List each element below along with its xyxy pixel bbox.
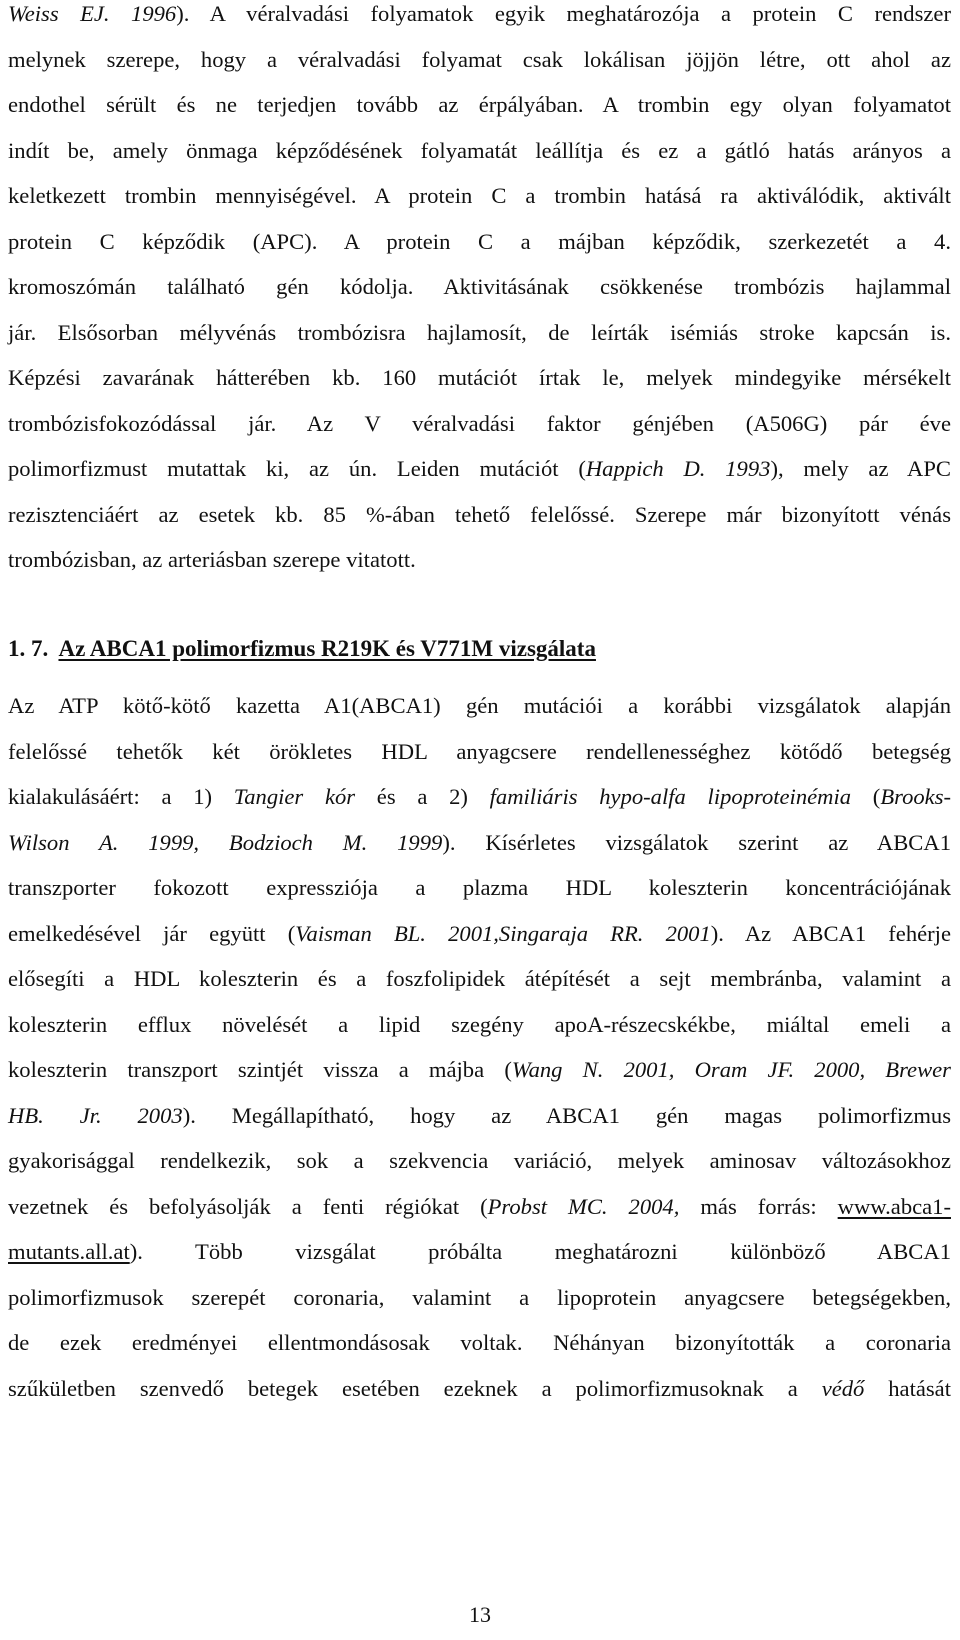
citation-text: Wang N. 2001, Oram JF. 2000, Brewer	[511, 1057, 951, 1082]
body-text: más forrás:	[679, 1193, 838, 1219]
body-text: trombózisfokozódással jár. Az V véralvadási faktor génjében (A506G) pár éve	[8, 410, 951, 436]
body-text: (	[851, 784, 881, 809]
body-text: ), mely az APC	[770, 456, 951, 481]
paragraph-abca1-line	[8, 919, 951, 949]
body-text: ). Megállapítható, hogy az ABCA1 gén magas polimorfizmus	[182, 1102, 951, 1128]
citation-text: familiáris hypo-alfa lipoproteinémia	[489, 784, 852, 809]
paragraph-protein-c-line	[8, 363, 951, 393]
paragraph-protein-c-line	[8, 90, 951, 120]
body-text: ). A véralvadási folyamatok egyik meghatározója a protein C rendszer	[176, 1, 951, 26]
body-text: kromoszómán található gén kódolja. Aktivitásának csökkenése trombózis hajlammal	[8, 274, 951, 299]
paragraph-abca1-line	[8, 1055, 951, 1085]
body-text: polimorfizmusok szerepét coronaria, valamint a lipoprotein anyagcsere betegségekben,	[8, 1284, 951, 1310]
paragraph-abca1-line	[8, 873, 951, 903]
body-text: keletkezett trombin mennyiségével. A protein C a trombin hatásá ra aktiválódik, aktivált	[8, 183, 951, 208]
paragraph-abca1-line	[8, 737, 951, 767]
citation-text: Weiss EJ. 1996	[8, 1, 177, 26]
body-text: trombózisban, az arteriásban szerepe vitatott.	[8, 547, 416, 572]
citation-text: Happich D. 1993	[585, 456, 771, 481]
paragraph-protein-c-line	[8, 45, 951, 75]
paragraph-abca1-line	[8, 1328, 951, 1358]
paragraph-abca1-line	[8, 1101, 951, 1131]
body-text: polimorfizmust mutattak ki, az ún. Leiden mutációt (	[8, 456, 586, 481]
citation-text: Wilson A. 1999, Bodzioch M. 1999	[8, 829, 443, 855]
paragraph-abca1-line	[8, 1192, 951, 1222]
body-text: ). Több vizsgálat próbálta meghatározni különböző ABCA1	[129, 1239, 951, 1264]
paragraph-abca1-line	[8, 1283, 951, 1313]
paragraph-abca1-line	[8, 964, 951, 994]
body-text: ). Kísérletes vizsgálatok szerint az ABCA1	[442, 829, 951, 855]
body-text: Az ATP kötő-kötő kazetta A1(ABCA1) gén mutációi a korábbi vizsgálatok alapján	[8, 693, 951, 718]
body-text: jár. Elsősorban mélyvénás trombózisra hajlamosít, de leírták isémiás stroke kapcsán is.	[8, 319, 951, 345]
paragraph-protein-c-line	[8, 454, 951, 484]
paragraph-protein-c-line	[8, 500, 951, 530]
paragraph-protein-c-line	[8, 0, 951, 29]
web-link[interactable]: www.abca1-	[837, 1193, 951, 1219]
body-text: endothel sérült és ne terjedjen tovább az érpályában. A trombin egy olyan folyamatot	[8, 92, 951, 117]
body-text: Képzési zavarának hátterében kb. 160 mutációt írtak le, melyek mindegyike mérsékelt	[8, 365, 951, 390]
body-text: hatását	[864, 1375, 951, 1401]
citation-text: Vaisman BL. 2001,Singaraja RR. 2001	[295, 920, 711, 946]
body-text: és a 2)	[355, 784, 490, 809]
paragraph-protein-c-line	[8, 545, 951, 575]
body-text: ). Az ABCA1 fehérje	[710, 920, 951, 946]
paragraph-abca1-line	[8, 828, 951, 858]
body-text: kialakulásáért: a 1)	[8, 784, 234, 809]
body-text: protein C képződik (APC). A protein C a májban képződik, szerkezetét a 4.	[8, 228, 951, 254]
body-text: szűkületben szenvedő betegek esetében ezeknek a polimorfizmusoknak a	[8, 1375, 822, 1401]
paragraph-abca1-line	[8, 691, 951, 721]
citation-text: HB. Jr. 2003	[8, 1102, 183, 1128]
body-text: rezisztenciáért az esetek kb. 85 %-ában tehető felelőssé. Szerepe már bizonyított vénás	[8, 501, 951, 527]
paragraph-abca1-line	[8, 1374, 951, 1404]
paragraph-protein-c-line	[8, 181, 951, 211]
body-text: koleszterin transzport szintjét vissza a májba (	[8, 1057, 512, 1082]
paragraph-protein-c-line	[8, 409, 951, 439]
body-text: emelkedésével jár együtt (	[8, 920, 296, 946]
body-text: transzporter fokozott expressziója a plazma HDL koleszterin koncentrációjának	[8, 875, 951, 900]
citation-text: védő	[821, 1375, 865, 1401]
paragraph-protein-c-line	[8, 136, 951, 166]
paragraph-protein-c-line	[8, 318, 951, 348]
paragraph-abca1-line	[8, 782, 951, 812]
citation-text: Tangier kór	[233, 784, 356, 809]
body-text: indít be, amely önmaga képződésének folyamatát leállítja és ez a gátló hatás arányos a	[8, 137, 951, 163]
citation-text: Probst MC. 2004,	[487, 1193, 680, 1219]
paragraph-abca1-line	[8, 1146, 951, 1176]
body-text: felelőssé tehetők két örökletes HDL anyagcsere rendellenességhez kötődő betegség	[8, 738, 951, 764]
paragraph-abca1-line	[8, 1010, 951, 1040]
web-link[interactable]: mutants.all.at	[8, 1239, 130, 1264]
body-text: melynek szerepe, hogy a véralvadási folyamat csak lokálisan jöjjön létre, ott ahol az	[8, 46, 951, 72]
paragraph-abca1-line	[8, 1237, 951, 1267]
paragraph-protein-c-line	[8, 227, 951, 257]
section-number: 1. 7.	[8, 636, 49, 661]
page-number: 13	[469, 1602, 491, 1627]
body-text: vezetnek és befolyásolják a fenti régiókat (	[8, 1193, 488, 1219]
body-text: koleszterin efflux növelését a lipid szegény apoA-részecskékbe, miáltal emeli a	[8, 1011, 951, 1037]
body-text: elősegíti a HDL koleszterin és a foszfolipidek átépítését a sejt membránba, valamint a	[8, 966, 951, 991]
paragraph-protein-c-line	[8, 272, 951, 302]
section-title: Az ABCA1 polimorfizmus R219K és V771M vizsgálata	[58, 636, 596, 661]
body-text: de ezek eredményei ellentmondásosak voltak. Néhányan bizonyították a coronaria	[8, 1330, 951, 1355]
citation-text: Brooks-	[880, 784, 952, 809]
body-text: gyakorisággal rendelkezik, sok a szekvencia variáció, melyek aminosav változásokhoz	[8, 1148, 951, 1173]
section-heading	[8, 634, 596, 664]
